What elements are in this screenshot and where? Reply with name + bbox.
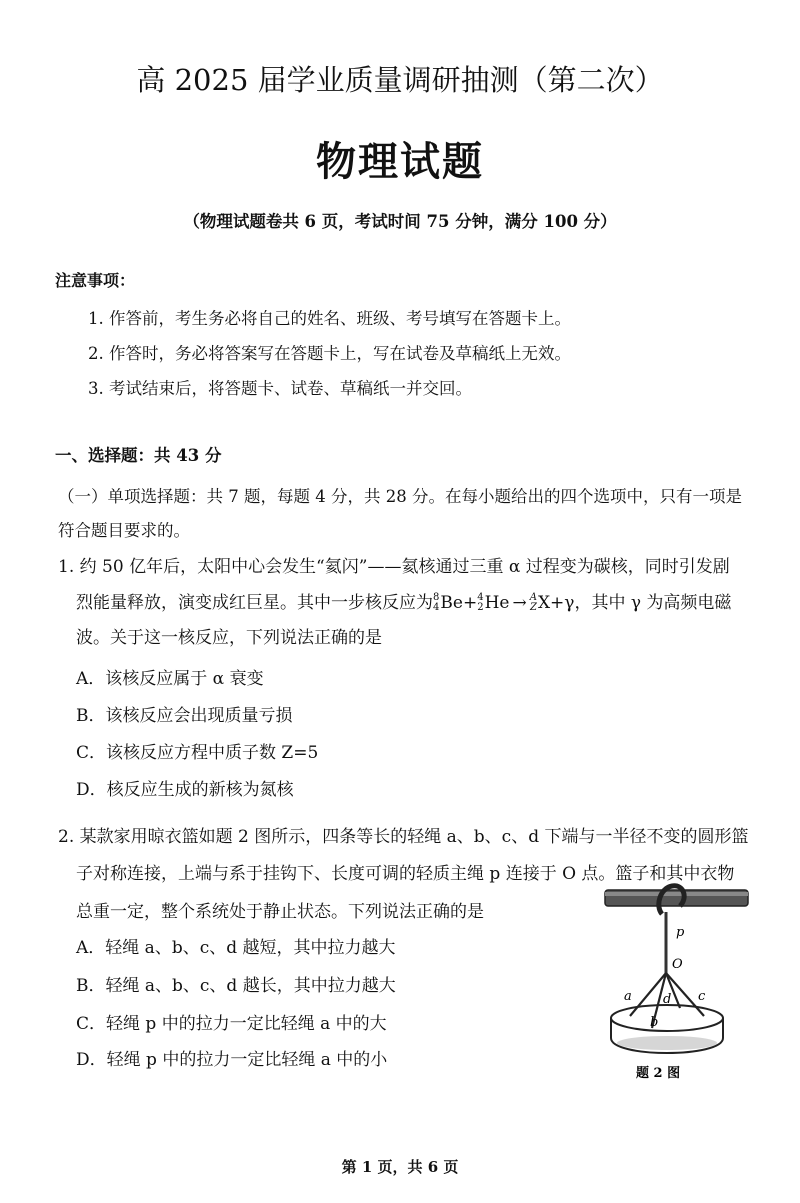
figure-caption: 题 2 图 <box>636 1066 681 1081</box>
q2-stem-line3: 总重一定，整个系统处于静止状态。下列说法正确的是 <box>76 902 484 922</box>
he-charge-number: 2 <box>477 601 484 613</box>
gamma-term: +γ <box>550 593 575 613</box>
notice-item-3: 3. 考试结束后，将答题卡、试卷、草稿纸一并交回。 <box>88 379 472 398</box>
exam-title: 高 2025 届学业质量调研抽测（第二次） <box>136 63 664 97</box>
x-symbol: X <box>537 593 551 613</box>
q1-stem-line2 <box>76 588 731 614</box>
he-isotope-numbers <box>477 593 483 613</box>
label-p: p <box>676 925 685 940</box>
he-symbol: He <box>484 593 510 613</box>
q1-option-b: B．该核反应会出现质量亏损 <box>76 706 293 726</box>
subsection-instruction-line2: 符合题目要求的。 <box>58 521 190 540</box>
be-charge-number: 4 <box>433 601 440 613</box>
q2-option-b: B．轻绳 a、b、c、d 越长，其中拉力越大 <box>76 976 396 996</box>
q1-option-c: C．该核反应方程中质子数 Z=5 <box>76 743 319 763</box>
q1-stem-line3: 波。关于这一核反应，下列说法正确的是 <box>76 628 382 648</box>
he-mass-number: 4 <box>477 591 484 603</box>
rod-highlight <box>605 892 748 896</box>
q2-option-c: C．轻绳 p 中的拉力一定比轻绳 a 中的大 <box>76 1014 387 1034</box>
label-b: b <box>650 1015 659 1030</box>
page-footer: 第 1 页，共 6 页 <box>341 1158 459 1176</box>
q1-option-d: D．核反应生成的新核为氮核 <box>76 780 294 800</box>
q1-stem-line2-tail: ，其中 γ 为高频电磁 <box>574 593 732 613</box>
basket-contents <box>617 1036 717 1050</box>
label-c: c <box>698 989 706 1004</box>
plus-sign: + <box>462 593 478 613</box>
subsection-instruction-line1: （一）单项选择题：共 7 题，每题 4 分，共 28 分。在每小题给出的四个选项中，只有一项是 <box>58 487 742 506</box>
q1-stem-line2-text: 烈能量释放，演变成红巨星。其中一步核反应为 <box>76 593 433 613</box>
reaction-arrow: → <box>512 593 527 613</box>
q2-stem-line2: 子对称连接，上端与系于挂钩下、长度可调的轻质主绳 p 连接于 O 点。篮子和其中衣物 <box>76 864 735 884</box>
section-heading: 一、选择题：共 43 分 <box>55 446 222 465</box>
subject-title: 物理试题 <box>316 138 484 185</box>
notice-item-2: 2. 作答时，务必将答案写在答题卡上，写在试卷及草稿纸上无效。 <box>88 344 571 363</box>
basket-rim <box>611 1005 723 1031</box>
notice-item-1: 1. 作答前，考生务必将自己的姓名、班级、考号填写在答题卡上。 <box>88 309 571 328</box>
notice-heading: 注意事项： <box>55 271 136 290</box>
be-symbol: Be <box>440 593 463 613</box>
q2-stem-line1: 2. 某款家用晾衣篮如题 2 图所示，四条等长的轻绳 a、b、c、d 下端与一半径不变的圆形篮 <box>58 827 749 847</box>
nuclear-equation <box>433 593 574 613</box>
q1-stem-line1: 1. 约 50 亿年后，太阳中心会发生“氦闪”——氦核通过三重 α 过程变为碳核，同时引发剧 <box>58 557 730 577</box>
q2-option-d: D．轻绳 p 中的拉力一定比轻绳 a 中的小 <box>76 1050 388 1070</box>
x-mass-number: A <box>529 591 537 603</box>
be-mass-number: 8 <box>433 591 440 603</box>
x-charge-number: Z <box>529 601 537 613</box>
label-a: a <box>624 989 632 1004</box>
exam-info: （物理试题卷共 6 页，考试时间 75 分钟，满分 100 分） <box>183 212 617 231</box>
be-isotope-numbers <box>433 593 439 613</box>
label-d: d <box>663 992 672 1007</box>
label-o: O <box>672 957 683 972</box>
q2-laundry-basket-figure <box>600 878 750 1083</box>
x-isotope-numbers <box>530 593 537 613</box>
q2-option-a: A．轻绳 a、b、c、d 越短，其中拉力越大 <box>76 938 396 958</box>
q1-option-a: A．该核反应属于 α 衰变 <box>76 669 264 689</box>
